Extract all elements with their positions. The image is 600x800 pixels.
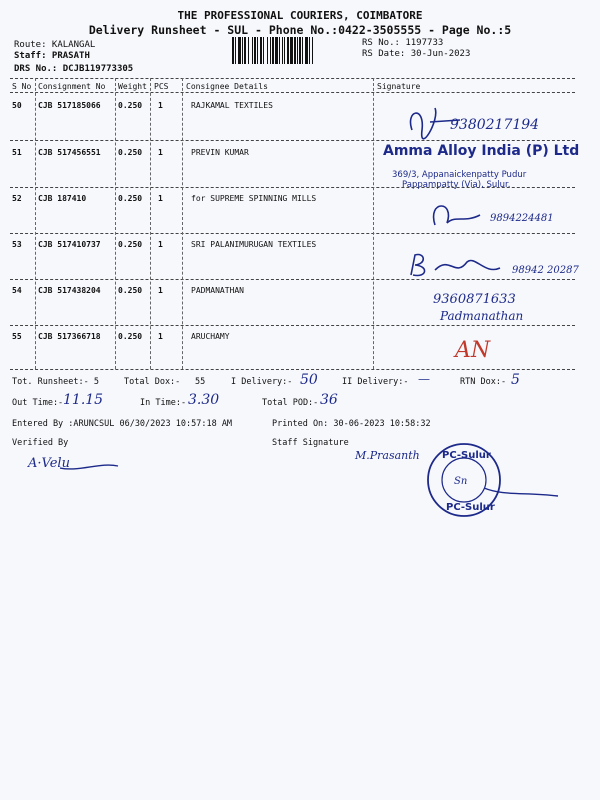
drs-number: DRS No.: DCJB119773305	[14, 64, 134, 74]
row-consignment: CJB 517410737	[38, 240, 101, 249]
row-consignee: for SUPREME SPINNING MILLS	[191, 194, 317, 203]
out-time-label: Out Time:-	[12, 398, 64, 408]
route-label: Route: KALANGAL	[14, 40, 96, 50]
company-stamp-name: Amma Alloy India (P) Ltd	[383, 143, 580, 159]
col-header-weight: Weight	[118, 82, 147, 91]
row-pcs: 1	[158, 194, 163, 203]
barcode	[232, 37, 356, 64]
row-pcs: 1	[158, 148, 163, 157]
verified-by-signature: A·Velu	[28, 456, 70, 471]
signature-row-55: AN	[455, 338, 491, 363]
col-header-consignment: Consignment No	[38, 82, 106, 91]
verified-by-label: Verified By	[12, 438, 69, 448]
col-header-consignee: Consignee Details	[186, 82, 268, 91]
row-sno: 54	[12, 286, 22, 295]
rtn-dox-value: 5	[511, 372, 520, 388]
rtn-dox-label: RTN Dox:-	[460, 377, 507, 387]
company-stamp-address2: Pappampatty (Via), Sulur.	[402, 180, 511, 190]
row-sno: 52	[12, 194, 22, 203]
col-header-signature: Signature	[377, 82, 421, 91]
row-weight: 0.250	[118, 286, 143, 295]
i-delivery-value: 50	[300, 372, 318, 388]
rs-number: RS No.: 1197733	[362, 38, 444, 48]
verified-by-underline	[60, 458, 120, 474]
in-time-value: 3.30	[188, 392, 220, 408]
staff-label: Staff: PRASATH	[14, 51, 90, 61]
runsheet-subtitle: Delivery Runsheet - SUL - Phone No.:0422-3505555 - Page No.:5	[88, 23, 512, 37]
row-weight: 0.250	[118, 332, 143, 341]
col-divider	[182, 78, 183, 369]
in-time-label: In Time:-	[140, 398, 187, 408]
col-divider	[35, 78, 36, 369]
row-consignee: SRI PALANIMURUGAN TEXTILES	[191, 240, 317, 249]
row-consignment: CJB 517366718	[38, 332, 101, 341]
staff-signature-label: Staff Signature	[272, 438, 349, 448]
total-pod-label: Total POD:-	[262, 398, 319, 408]
col-header-pcs: PCS	[154, 82, 169, 91]
staff-signature-mark: M.Prasanth	[355, 449, 420, 462]
table-header-rule	[10, 92, 575, 93]
entered-by: Entered By :ARUNCSUL 06/30/2023 10:57:18 AM	[12, 419, 233, 429]
row-sno: 50	[12, 101, 22, 110]
row-sno: 53	[12, 240, 22, 249]
signature-row-52-phone: 9894224481	[490, 213, 554, 224]
row-consignment: CJB 187410	[38, 194, 87, 203]
row-weight: 0.250	[118, 194, 143, 203]
ii-delivery-label: II Delivery:-	[342, 377, 409, 387]
total-pod-value: 36	[320, 392, 338, 408]
stamp-center-text: Sn	[454, 476, 468, 487]
table-top-rule	[10, 78, 575, 79]
signature-row-52	[425, 195, 495, 235]
row-consignee: ARUCHAMY	[191, 332, 230, 341]
total-runsheet: Tot. Runsheet:- 5	[12, 377, 99, 387]
stamp-bottom-text: PC-Sulur	[446, 502, 495, 513]
row-consignment: CJB 517456551	[38, 148, 101, 157]
signature-row-53-phone: 98942 20287	[512, 265, 579, 276]
row-sno: 51	[12, 148, 22, 157]
barcode-bar	[313, 37, 315, 64]
rs-date: RS Date: 30-Jun-2023	[362, 49, 471, 59]
table-bottom-rule	[10, 369, 575, 370]
col-divider	[150, 78, 151, 369]
row-consignee: PREVIN KUMAR	[191, 148, 249, 157]
signature-row-54-name: Padmanathan	[440, 309, 524, 323]
row-pcs: 1	[158, 101, 163, 110]
signature-row-53	[405, 250, 515, 282]
row-pcs: 1	[158, 286, 163, 295]
signature-row-50-phone: 9380217194	[450, 117, 540, 133]
printed-on: Printed On: 30-06-2023 10:58:32	[272, 419, 431, 429]
row-weight: 0.250	[118, 101, 143, 110]
col-header-sno: S No	[12, 82, 32, 91]
row-weight: 0.250	[118, 148, 143, 157]
company-title: THE PROFESSIONAL COURIERS, COIMBATORE	[177, 9, 423, 22]
row-pcs: 1	[158, 240, 163, 249]
col-divider	[373, 78, 374, 369]
row-consignment: CJB 517438204	[38, 286, 101, 295]
out-time-value: 11.15	[63, 392, 104, 408]
ii-delivery-value: —	[418, 372, 430, 386]
stamp-top-text: PC-Sulur	[442, 450, 491, 461]
i-delivery-label: I Delivery:-	[231, 377, 293, 387]
row-consignment: CJB 517185066	[38, 101, 101, 110]
row-weight: 0.250	[118, 240, 143, 249]
row-sno: 55	[12, 332, 22, 341]
row-pcs: 1	[158, 332, 163, 341]
branch-stamp	[424, 440, 564, 520]
row-consignee: PADMANATHAN	[191, 286, 244, 295]
signature-row-54-phone: 9360871633	[433, 292, 516, 307]
col-divider	[115, 78, 116, 369]
total-dox-label: Total Dox:-	[124, 377, 181, 387]
row-rule	[10, 325, 575, 326]
row-consignee: RAJKAMAL TEXTILES	[191, 101, 273, 110]
total-dox-value: 55	[195, 377, 206, 387]
company-stamp-address1: 369/3, Appanaickenpatty Pudur	[392, 170, 527, 180]
